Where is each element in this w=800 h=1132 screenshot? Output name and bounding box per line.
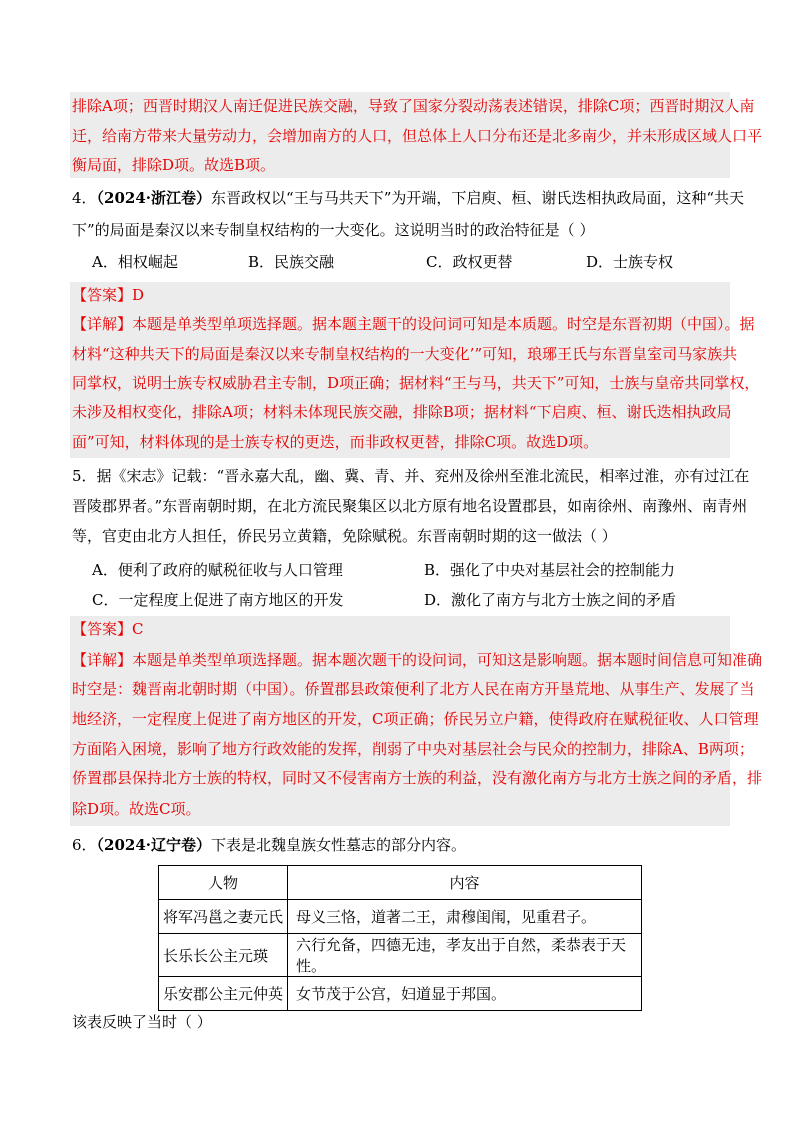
analysis-line: 排除A项；西晋时期汉人南迁促进民族交融，导致了国家分裂动荡表述错误，排除C项；西晋时期汉人南 bbox=[72, 97, 755, 115]
analysis-line: 材料“这种共天下的局面是秦汉以来专制皇权结构的一大变化’”可知，琅琊王氏与东晋皇室司马家族共 bbox=[72, 345, 738, 363]
table-cell-person: 乐安郡公主元仲英 bbox=[159, 977, 288, 1011]
answer-label: 【答案】D bbox=[72, 286, 145, 304]
question-source: （2024·辽宁卷） bbox=[96, 836, 212, 854]
answer-label: 【答案】C bbox=[72, 620, 144, 638]
analysis-line: 【详解】本题是单类型单项选择题。据本题主题干的设问词可知是本质题。时空是东晋初期（中国）。据 bbox=[72, 315, 755, 333]
table-header-content: 内容 bbox=[288, 866, 642, 900]
analysis-line: 迁，给南方带来大量劳动力，会增加南方的人口，但总体上人口分布还是北多南少，并未形成区域人口平 bbox=[72, 127, 763, 145]
analysis-line: 衡局面，排除D项。故选B项。 bbox=[72, 156, 276, 174]
analysis-line: 方面陷入困境，影响了地方行政效能的发挥，削弱了中央对基层社会与民众的控制力，排除A、B两项； bbox=[72, 740, 754, 758]
question-6-prompt: 该表反映了当时（ ） bbox=[72, 1013, 212, 1031]
question-5-stem: 5．据《宋志》记载：“晋永嘉大乱，幽、冀、青、并、兖州及徐州至淮北流民，相率过淮，亦有过江在 bbox=[72, 467, 750, 485]
option-a: A．相权崛起 bbox=[92, 253, 178, 271]
analysis-line: 同掌权，说明士族专权威胁君主专制，D项正确；据材料“王与马，共天下”可知，士族与皇帝共同掌权， bbox=[72, 374, 760, 392]
table-cell-content: 女节茂于公宫，妇道显于邦国。 bbox=[288, 977, 642, 1011]
table-row bbox=[159, 977, 642, 1011]
table-row bbox=[159, 934, 642, 977]
analysis-line: 时空是：魏晋南北朝时期（中国）。侨置郡县政策便利了北方人民在南方开垦荒地、从事生产、发展了当 bbox=[72, 680, 755, 698]
option-b: B．强化了中央对基层社会的控制能力 bbox=[424, 561, 676, 579]
option-d: D．激化了南方与北方士族之间的矛盾 bbox=[424, 591, 677, 609]
table-cell-content: 母义三恪，道著二王，肃穆闺闱，见重君子。 bbox=[288, 900, 642, 934]
inscription-table bbox=[158, 865, 642, 1011]
question-number: 6． bbox=[72, 836, 97, 854]
analysis-line: 除D项。故选C项。 bbox=[72, 800, 201, 818]
question-text: 下”的局面是秦汉以来专制皇权结构的一大变化。这说明当时的政治特征是（ ） bbox=[72, 221, 595, 239]
table-cell-content: 六行允备，四德无违，孝友出于自然，柔恭表于天性。 bbox=[288, 934, 642, 977]
analysis-line: 【详解】本题是单类型单项选择题。据本题次题干的设问词，可知这是影响题。据本题时间信息可知准确 bbox=[72, 651, 763, 669]
question-4-stem bbox=[72, 188, 744, 208]
analysis-line: 地经济，一定程度上促进了南方地区的开发，C项正确；侨民另立户籍，使得政府在赋税征收、人口管理 bbox=[72, 710, 759, 728]
analysis-line: 面”可知，材料体现的是士族专权的更迭，而非政权更替，排除C项。故选D项。 bbox=[72, 433, 599, 451]
analysis-line: 侨置郡县保持北方士族的特权，同时又不侵害南方士族的利益，没有激化南方与北方士族之间的矛盾，排 bbox=[72, 769, 763, 787]
option-d: D．士族专权 bbox=[586, 253, 674, 271]
question-text: 晋陵郡界者。”东晋南朝时期，在北方流民聚集区以北方原有地名设置郡县，如南徐州、南豫州、南青州 bbox=[72, 497, 748, 515]
option-b: B．民族交融 bbox=[248, 253, 335, 271]
option-c: C．政权更替 bbox=[426, 253, 513, 271]
question-text: 下表是北魏皇族女性墓志的部分内容。 bbox=[211, 836, 467, 854]
table-cell-person: 将军冯邕之妻元氏 bbox=[159, 900, 288, 934]
question-text: 等，官吏由北方人担任，侨民另立黄籍，免除赋税。东晋南朝时期的这一做法（ ） bbox=[72, 527, 617, 545]
table-cell-person: 长乐长公主元瑛 bbox=[159, 934, 288, 977]
analysis-line: 未涉及相权变化，排除A项；材料未体现民族交融，排除B项；据材料“下启庾、桓、谢氏迭相执政局 bbox=[72, 403, 732, 421]
option-a: A．便利了政府的赋税征收与人口管理 bbox=[92, 561, 343, 579]
question-number: 4． bbox=[72, 189, 97, 207]
question-6-stem bbox=[72, 835, 466, 855]
table-row bbox=[159, 900, 642, 934]
option-c: C．一定程度上促进了南方地区的开发 bbox=[92, 591, 344, 609]
question-text: 东晋政权以“王与马共天下”为开端，下启庾、桓、谢氏迭相执政局面，这种“共天 bbox=[211, 189, 745, 207]
table-header-person: 人物 bbox=[159, 866, 288, 900]
question-source: （2024·浙江卷） bbox=[96, 189, 212, 207]
table-header-row bbox=[159, 866, 642, 900]
